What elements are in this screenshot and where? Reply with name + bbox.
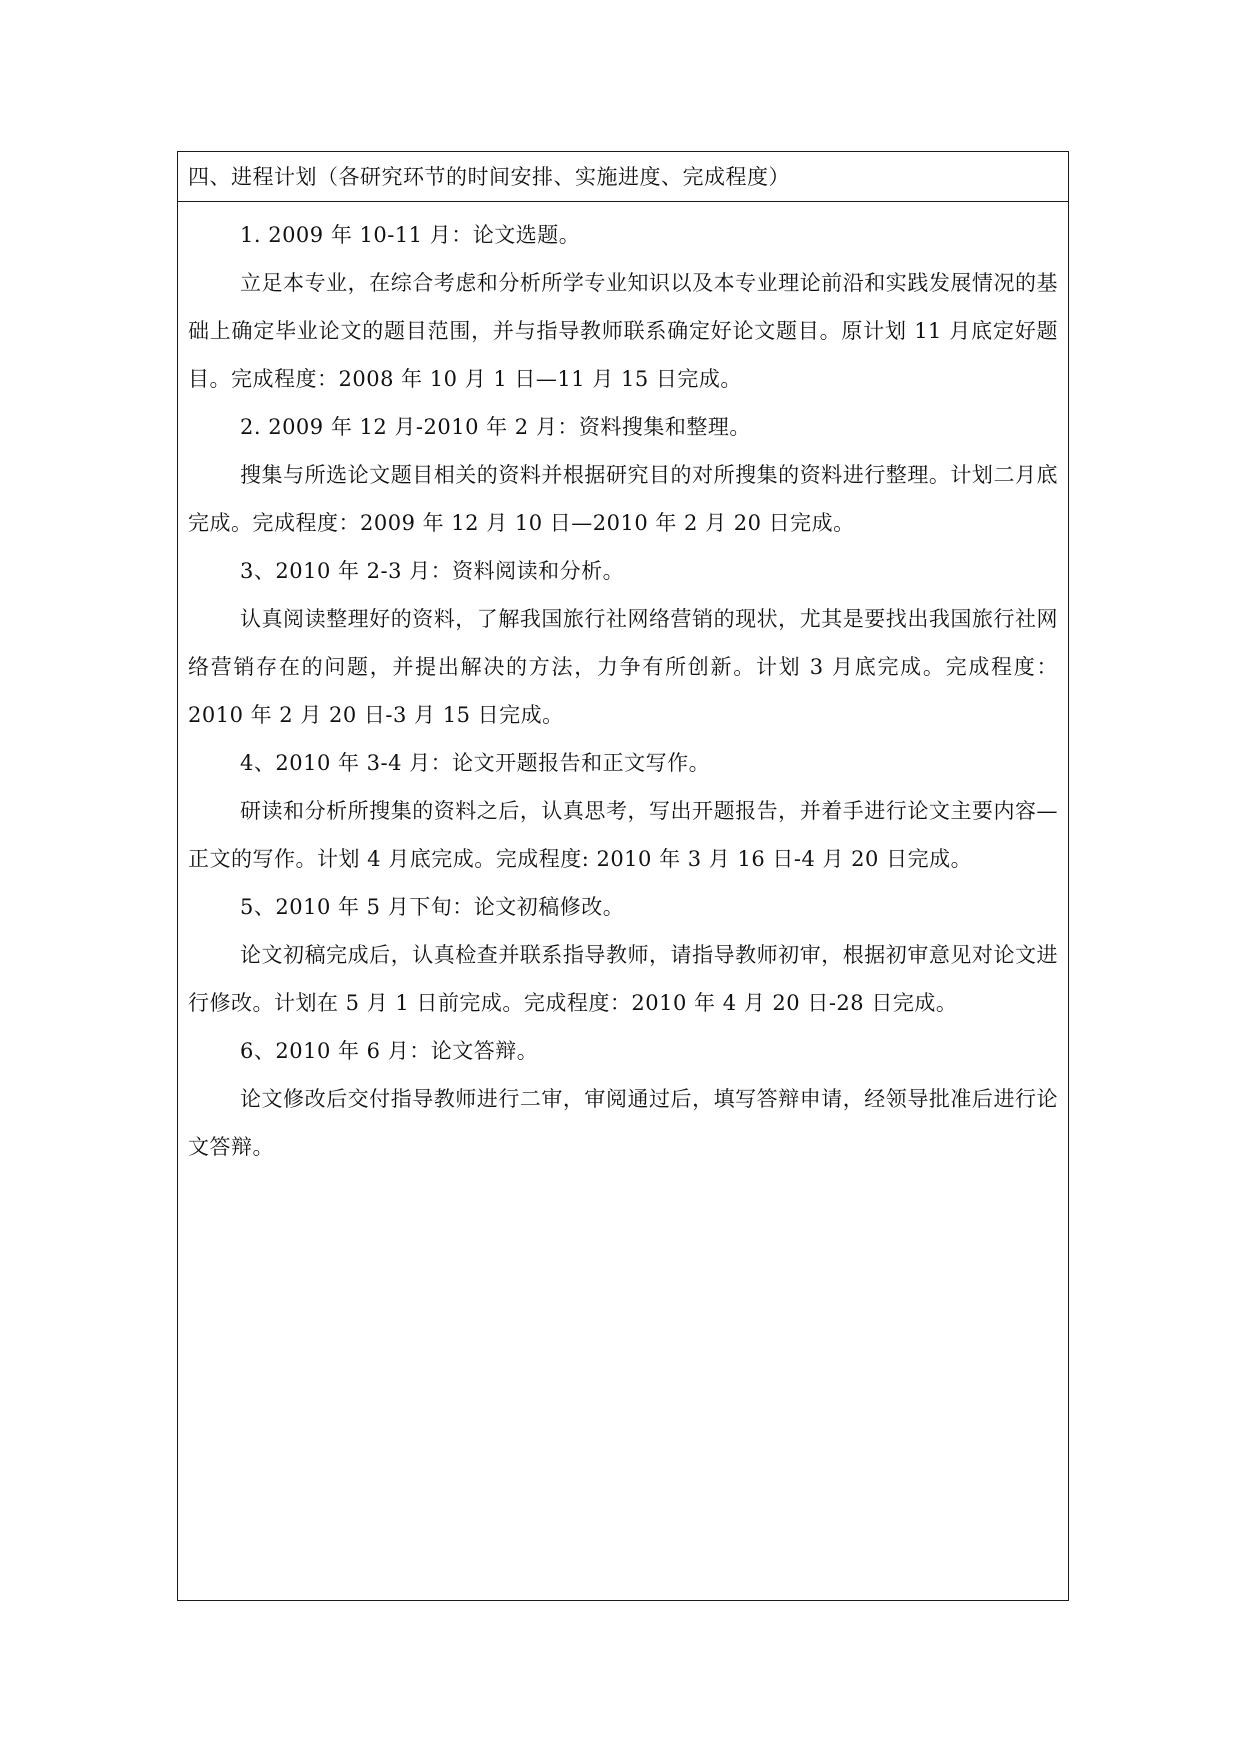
plan-item-1-heading: 1. 2009 年 10-11 月：论文选题。	[240, 223, 581, 247]
plan-item-3-heading: 3、2010 年 2-3 月：资料阅读和分析。	[240, 559, 625, 583]
plan-item-3-detail: 认真阅读整理好的资料，了解我国旅行社网络营销的现状，尤其是要找出我国旅行社网络营销存在的问题，并提出解决的方法，力争有所创新。计划 3 月底完成。完成程度：2010 年 2 月 20 日-3 月 15 日完成。	[188, 607, 1058, 727]
plan-item-6-detail: 论文修改后交付指导教师进行二审，审阅通过后，填写答辩申请，经领导批准后进行论文答辩。	[188, 1087, 1058, 1159]
plan-item-4-detail: 研读和分析所搜集的资料之后，认真思考，写出开题报告，并着手进行论文主要内容—正文的写作。计划 4 月底完成。完成程度: 2010 年 3 月 16 日-4 月 20 日完成。	[188, 799, 1058, 871]
plan-item-6-heading: 6、2010 年 6 月：论文答辩。	[240, 1039, 539, 1063]
plan-item-5-detail: 论文初稿完成后，认真检查并联系指导教师，请指导教师初审，根据初审意见对论文进行修改。计划在 5 月 1 日前完成。完成程度：2010 年 4 月 20 日-28 日完成。	[188, 943, 1058, 1015]
plan-item-4-heading: 4、2010 年 3-4 月：论文开题报告和正文写作。	[240, 751, 711, 775]
progress-plan-table	[177, 151, 1069, 1601]
section-title: 四、进程计划（各研究环节的时间安排、实施进度、完成程度）	[178, 152, 1068, 202]
plan-item-2-detail: 搜集与所选论文题目相关的资料并根据研究目的对所搜集的资料进行整理。计划二月底完成。完成程度：2009 年 12 月 10 日—2010 年 2 月 20 日完成。	[188, 463, 1058, 535]
plan-item-2-heading: 2. 2009 年 12 月-2010 年 2 月：资料搜集和整理。	[240, 415, 751, 439]
plan-item-5-heading: 5、2010 年 5 月下旬：论文初稿修改。	[240, 895, 625, 919]
plan-item-1-detail: 立足本专业，在综合考虑和分析所学专业知识以及本专业理论前沿和实践发展情况的基础上确定毕业论文的题目范围，并与指导教师联系确定好论文题目。原计划 11 月底定好题目。完成程度：2008 年 10 月 1 日—11 月 15 日完成。	[188, 271, 1058, 391]
plan-content	[178, 202, 1068, 1171]
